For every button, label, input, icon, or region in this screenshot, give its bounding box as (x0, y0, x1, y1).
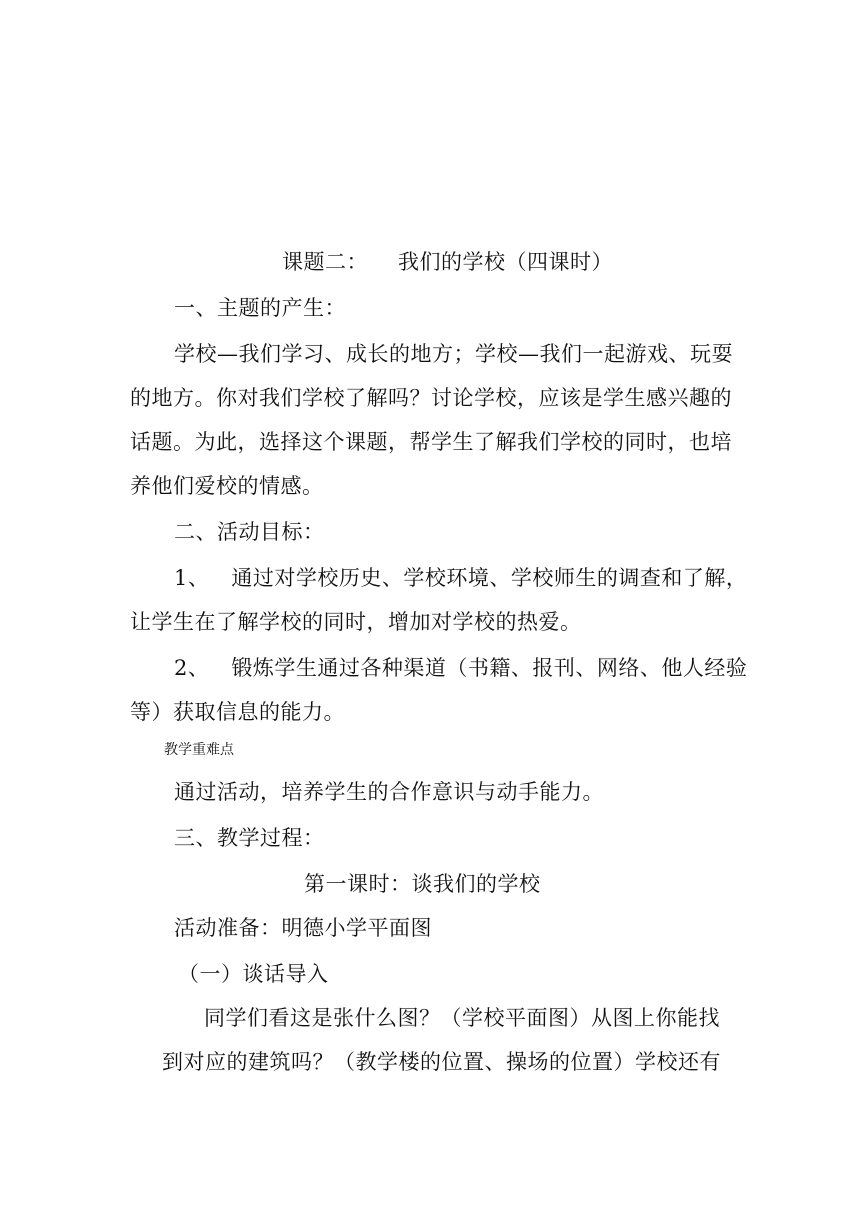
section3-para-line-2: 到对应的建筑吗？（教学楼的位置、操场的位置）学校还有 (162, 1050, 721, 1074)
section2-heading: 二、活动目标： (174, 520, 325, 544)
activity-preparation: 活动准备：明德小学平面图 (174, 916, 432, 940)
title-name: 我们的学校（四课时） (398, 250, 613, 274)
section1-para-line-4: 养他们爱校的情感。 (130, 474, 324, 498)
goal-item-2-line-1 (174, 654, 747, 682)
section1-para-line-1: 学校—我们学习、成长的地方；学校—我们一起游戏、玩耍 (174, 342, 733, 366)
section1-heading: 一、主题的产生： (174, 296, 346, 320)
section1-para-line-3: 话题。为此，选择这个课题，帮学生了解我们学校的同时，也培 (130, 430, 732, 454)
goal-item-1-number: 1、 (174, 566, 210, 590)
goal-item-2-number: 2、 (174, 656, 210, 680)
goal-item-2-text: 锻炼学生通过各种渠道（书籍、报刊、网络、他人经验 (231, 656, 748, 680)
key-points-text: 通过活动，培养学生的合作意识与动手能力。 (174, 780, 604, 804)
lesson-title: 第一课时：谈我们的学校 (304, 872, 541, 896)
section3-para-line-1: 同学们看这是张什么图？（学校平面图）从图上你能找 (204, 1006, 720, 1030)
goal-item-1-text: 通过对学校历史、学校环境、学校师生的调查和了解， (231, 566, 748, 590)
key-points-label: 教学重难点 (164, 742, 234, 758)
sub-heading-intro: （一）谈话导入 (178, 962, 329, 986)
section1-para-line-2: 的地方。你对我们学校了解吗？讨论学校，应该是学生感兴趣的 (130, 386, 732, 410)
section3-heading: 三、教学过程： (174, 826, 325, 850)
goal-item-2-line-2: 等）获取信息的能力。 (130, 700, 345, 724)
goal-item-1-line-1 (174, 564, 747, 592)
goal-item-1-line-2: 让学生在了解学校的同时，增加对学校的热爱。 (130, 610, 582, 634)
document-title (282, 248, 613, 276)
title-label: 课题二： (282, 250, 368, 274)
